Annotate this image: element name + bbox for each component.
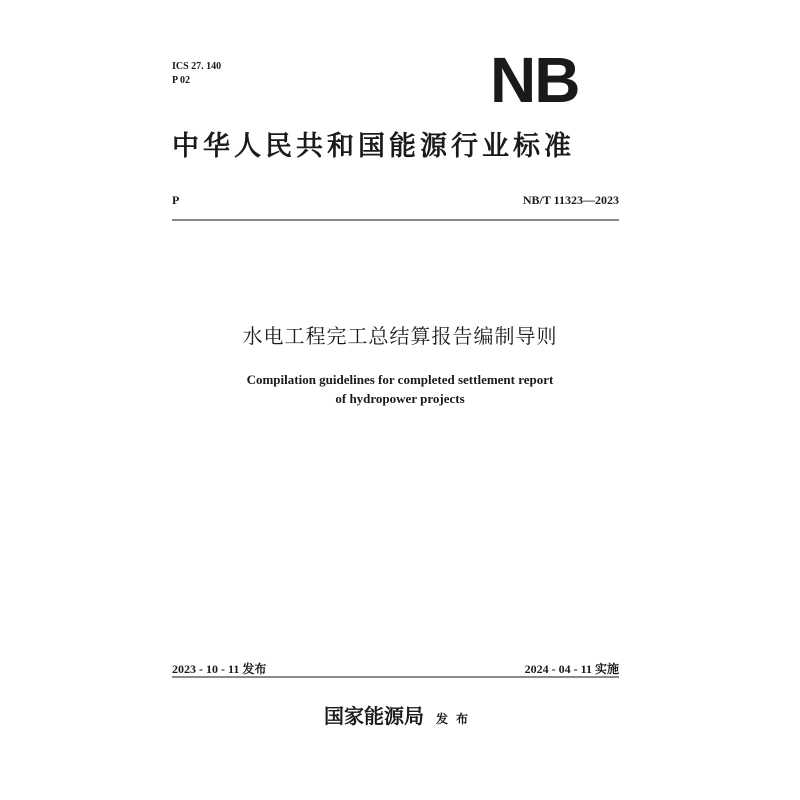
ccs-code: P 02 bbox=[172, 75, 191, 86]
issue-date: 2023 - 10 - 11 发布 bbox=[172, 662, 267, 676]
standard-type-heading: 中华人民共和国能源行业标准 bbox=[172, 131, 575, 162]
nb-logo: NB bbox=[490, 44, 579, 116]
issuing-authority: 国家能源局 bbox=[323, 704, 424, 728]
standard-number: NB/T 11323—2023 bbox=[522, 193, 619, 207]
issuer-action: 发布 bbox=[435, 712, 476, 726]
header-divider bbox=[172, 219, 619, 221]
classification-codes bbox=[172, 60, 221, 88]
effective-date: 2024 - 04 - 11 实施 bbox=[524, 662, 619, 676]
category-code: P bbox=[172, 193, 180, 207]
ics-code: ICS 27. 140 bbox=[172, 61, 222, 72]
document-title-chinese: 水电工程完工总结算报告编制导则 bbox=[242, 324, 558, 348]
footer-divider bbox=[172, 676, 619, 678]
english-title-line-1: Compilation guidelines for completed settlement report bbox=[246, 372, 554, 387]
english-title-line-2: of hydropower projects bbox=[335, 391, 465, 406]
publisher-line bbox=[0, 700, 800, 729]
document-title-english bbox=[0, 370, 800, 408]
